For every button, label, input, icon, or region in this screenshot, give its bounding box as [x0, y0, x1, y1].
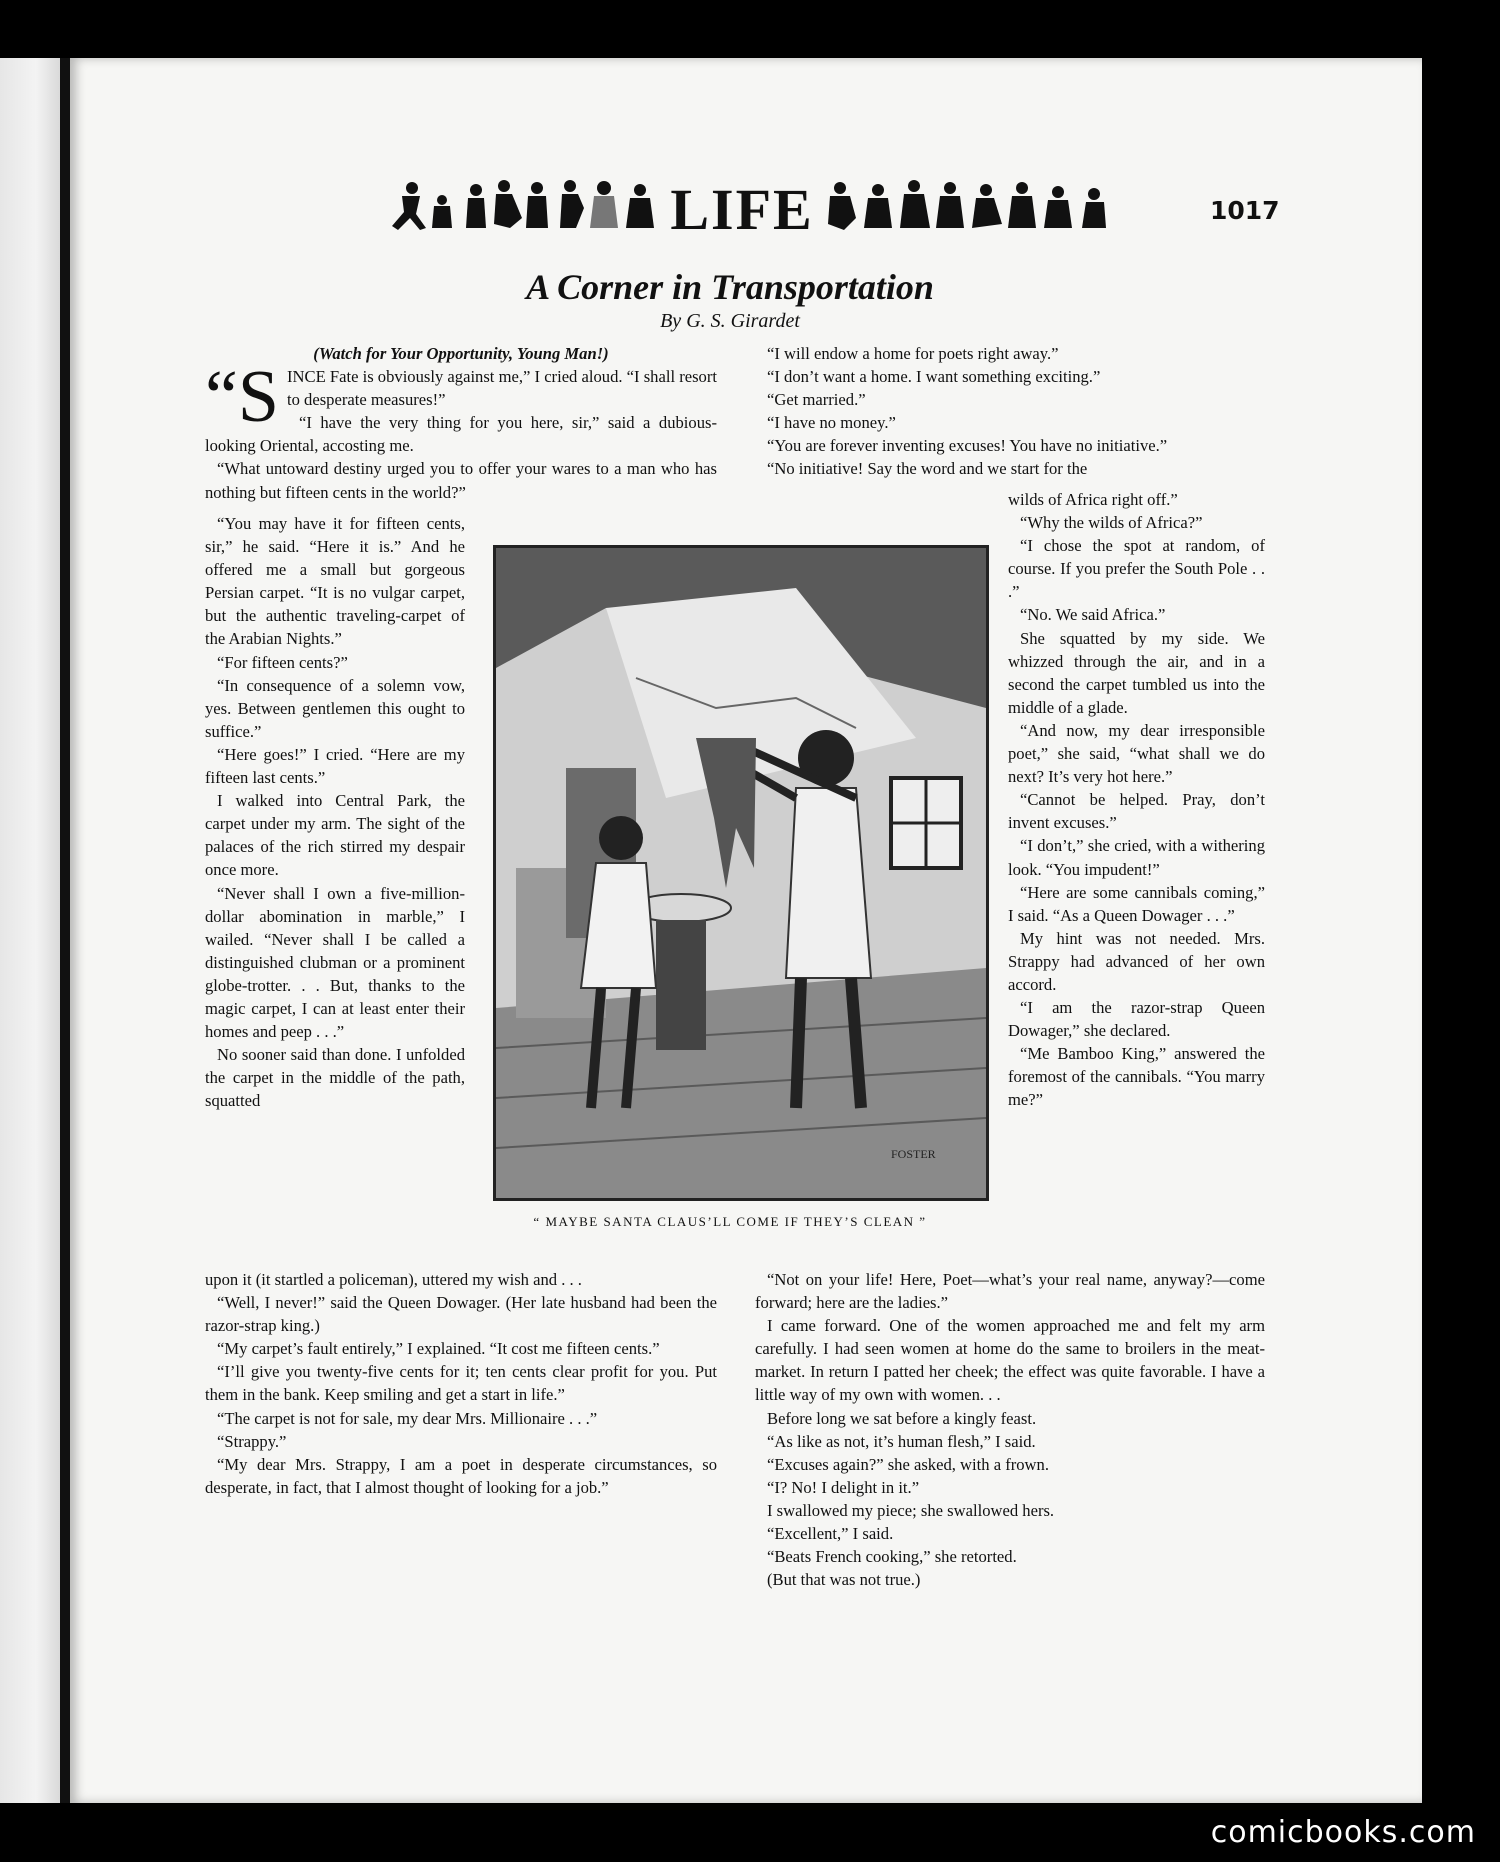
binding-gutter	[60, 58, 70, 1803]
column-1-bottom	[205, 1268, 717, 1499]
article-byline: By G. S. Girardet	[660, 310, 800, 332]
page-number: 1017	[1210, 196, 1280, 225]
paragraph: “Me Bamboo King,” answered the foremost of the cannibals. “You marry me?”	[1008, 1044, 1265, 1110]
paragraph: “I don’t,” she cried, with a withering look. “You impudent!”	[1008, 836, 1265, 879]
paragraph: “Excuses again?” she asked, with a frown.	[767, 1454, 1049, 1474]
scan-right-border	[1422, 58, 1500, 1803]
paragraph: I came forward. One of the women approached me and felt my arm carefully. I had seen women at home do the same to broilers in the meat-market. In return I patted her cheek; the effect was quite favorable. I have a little way of my own with women. . .	[755, 1316, 1265, 1405]
column-1-narrow	[205, 512, 465, 1112]
paragraph: “I chose the spot at random, of course. If you prefer the South Pole . . .”	[1008, 536, 1265, 602]
paragraph: “Strappy.”	[217, 1431, 287, 1451]
paragraph: “And now, my dear irresponsible poet,” she said, “what shall we do next? It’s very hot here.”	[1008, 720, 1265, 787]
paragraph: She squatted by my side. We whizzed through the air, and in a second the carpet tumbled us into the middle of a glade.	[1008, 628, 1265, 717]
site-watermark: comicbooks.com	[1210, 1815, 1476, 1850]
illustration-caption: “ MAYBE SANTA CLAUS’LL COME IF THEY’S CLEAN ”	[533, 1214, 927, 1229]
paragraph: “I’ll give you twenty-five cents for it; ten cents clear profit for you. Put them in the bank. Keep smiling and get a start in life.”	[205, 1362, 717, 1405]
paragraph: “I am the razor-strap Queen Dowager,” she declared.	[1008, 998, 1265, 1041]
paragraph: “As like as not, it’s human flesh,” I said.	[767, 1431, 1036, 1451]
paragraph: “My carpet’s fault entirely,” I explained. “It cost me fifteen cents.”	[217, 1339, 660, 1359]
paragraph: (But that was not true.)	[767, 1570, 921, 1590]
paragraph: “No. We said Africa.”	[1020, 605, 1166, 625]
paragraph: My hint was not needed. Mrs. Strappy had advanced of her own accord.	[1008, 928, 1265, 994]
column-1-top	[205, 342, 717, 504]
illustration	[493, 545, 989, 1201]
paragraph: “Here goes!” I cried. “Here are my fifteen last cents.”	[205, 744, 465, 788]
paragraph: upon it (it startled a policeman), uttered my wish and . . .	[205, 1270, 582, 1289]
paragraph: “You may have it for fifteen cents, sir,” he said. “Here it is.” And he offered me a small but gorgeous Persian carpet. “It is no vulgar carpet, but the authentic traveling-carpet of the Arabian Nights.”	[205, 514, 465, 649]
column-2-top	[755, 342, 1265, 481]
paragraph: wilds of Africa right off.”	[1008, 490, 1178, 509]
paragraph: “You are forever inventing excuses! You have no initiative.”	[767, 436, 1168, 456]
paragraph: “I have no money.”	[767, 413, 896, 433]
paragraph: “Get married.”	[767, 390, 866, 410]
masthead-figures-left-icon	[372, 178, 662, 234]
paragraph: “I will endow a home for poets right away.”	[767, 344, 1059, 363]
paragraph: “Never shall I own a five-million-dollar abomination in marble,” I wailed. “Never shall I be called a distinguished clubman or a prominent globe-trotter. . . But, thanks to the magic carpet, I can at least enter their homes and peep . . .”	[205, 883, 465, 1042]
paragraph: I swallowed my piece; she swallowed hers.	[767, 1500, 1055, 1520]
scan-bottom-border	[0, 1803, 1500, 1862]
article-title: A Corner in Transportation	[526, 267, 934, 307]
magazine-title: LIFE	[670, 177, 814, 242]
paragraph: “My dear Mrs. Strappy, I am a poet in desperate circumstances, so desperate, in fact, that I almost thought of looking for a job.”	[205, 1454, 717, 1497]
paragraph: No sooner said than done. I unfolded the carpet in the middle of the path, squatted	[205, 1045, 465, 1111]
drop-cap: “S	[205, 356, 279, 439]
paragraph: “Why the wilds of Africa?”	[1020, 513, 1203, 533]
paragraph: I walked into Central Park, the carpet under my arm. The sight of the palaces of the rich stirred my despair once more.	[205, 791, 465, 880]
attic-scene-illustration-icon	[496, 548, 986, 1198]
paragraph: “I have the very thing for you here, sir,” said a dubious-looking Oriental, accosting me.	[205, 413, 717, 456]
article-subhead: (Watch for Your Opportunity, Young Man!)	[313, 344, 609, 363]
paragraph: “SINCE Fate is obviously against me,” I cried aloud. “I shall resort to desperate measures!”	[205, 356, 717, 439]
paragraph: “No initiative! Say the word and we start for the	[767, 459, 1088, 479]
paragraph: “What untoward destiny urged you to offer your wares to a man who has nothing but fifteen cents in the world?”	[205, 459, 717, 502]
paragraph: “I? No! I delight in it.”	[767, 1477, 920, 1497]
paragraph: “Cannot be helped. Pray, don’t invent excuses.”	[1008, 790, 1265, 833]
paragraph: “Well, I never!” said the Queen Dowager. (Her late husband had been the razor-strap king.)	[205, 1293, 717, 1336]
illustration-signature: FOSTER	[891, 1147, 936, 1161]
paragraph: “The carpet is not for sale, my dear Mrs. Millionaire . . .”	[217, 1408, 598, 1428]
masthead-figures-right-icon	[822, 178, 1112, 234]
scan-top-border	[0, 0, 1500, 58]
paragraph: “I don’t want a home. I want something exciting.”	[767, 367, 1101, 387]
paragraph: “Here are some cannibals coming,” I said. “As a Queen Dowager . . .”	[1008, 882, 1265, 925]
masthead	[372, 118, 1112, 248]
paragraph: “Not on your life! Here, Poet—what’s your real name, anyway?—come forward; here are the ladies.”	[755, 1270, 1265, 1313]
paragraph: “In consequence of a solemn vow, yes. Between gentlemen this ought to suffice.”	[205, 675, 465, 741]
paragraph: “Excellent,” I said.	[767, 1524, 894, 1544]
paragraph: “Beats French cooking,” she retorted.	[767, 1547, 1017, 1567]
column-2-narrow	[1008, 488, 1265, 1112]
paragraph: Before long we sat before a kingly feast.	[767, 1408, 1037, 1428]
column-2-bottom	[755, 1268, 1265, 1591]
paragraph: “For fifteen cents?”	[217, 652, 348, 672]
facing-page-edge	[0, 58, 60, 1803]
